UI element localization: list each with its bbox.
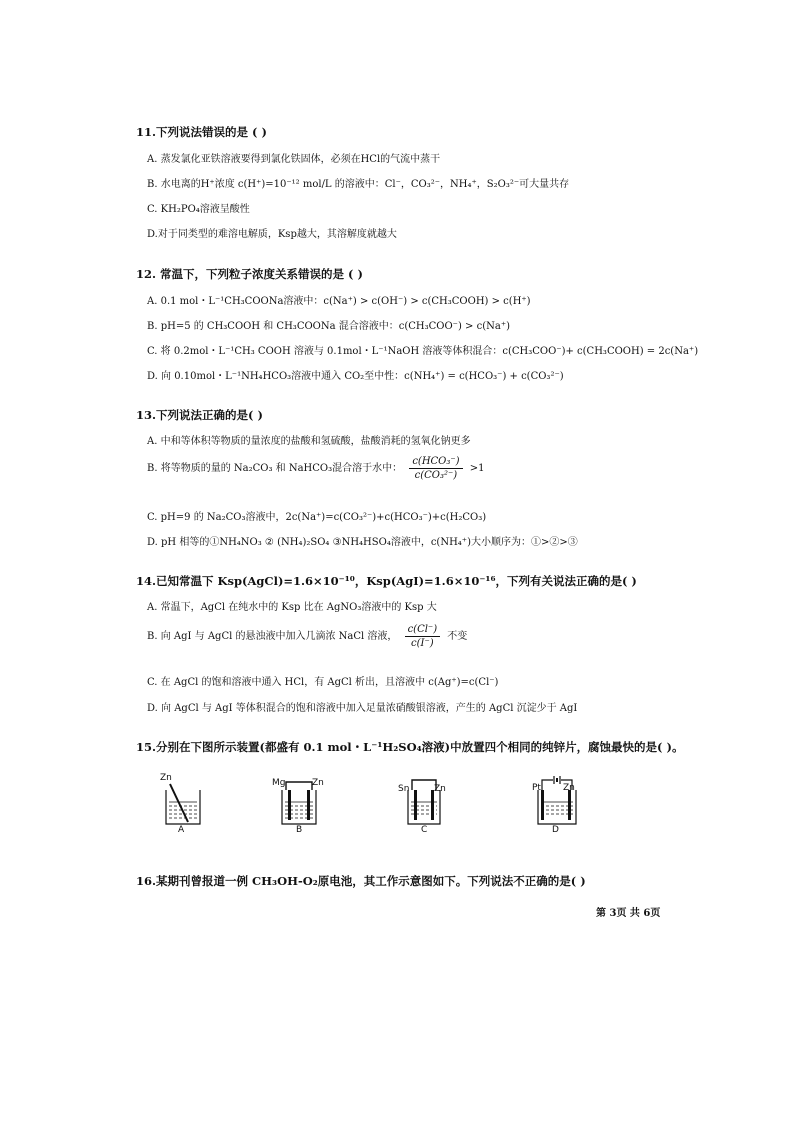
question-13-option-b-text: B. 将等物质的量的 Na₂CO₃ 和 NaHCO₃混合溶于水中： xyxy=(147,463,403,474)
question-13-stem: 13.下列说法正确的是( ) xyxy=(136,408,263,422)
question-16-stem: 16.某期刊曾报道一例 CH₃OH-O₂原电池，其工作示意图如下。下列说法不正确的是( ) xyxy=(136,874,586,888)
electrode-label: Zn xyxy=(160,773,172,783)
question-14-option-a: A. 常温下，AgCl 在纯水中的 Ksp 比在 AgNO₃溶液中的 Ksp 大 xyxy=(147,602,437,613)
apparatus-b xyxy=(272,772,332,834)
question-12-option-b: B. pH=5 的 CH₃COOH 和 CH₃COONa 混合溶液中：c(CH₃COO⁻) > c(Na⁺) xyxy=(147,321,510,332)
question-11-option-c: C. KH₂PO₄溶液呈酸性 xyxy=(147,204,250,215)
question-15-stem: 15.分别在下图所示装置(都盛有 0.1 mol・L⁻¹H₂SO₄溶液)中放置四个相同的纯锌片，腐蚀最快的是( )。 xyxy=(136,740,684,754)
question-14-option-c: C. 在 AgCl 的饱和溶液中通入 HCl，有 AgCl 析出，且溶液中 c(Ag⁺)=c(Cl⁻) xyxy=(147,677,499,688)
apparatus-a xyxy=(158,772,218,834)
fraction-numerator: c(Cl⁻) xyxy=(405,624,441,637)
question-11-option-d: D.对于同类型的难溶电解质，Ksp越大，其溶解度就越大 xyxy=(147,229,397,240)
question-11-stem: 11.下列说法错误的是 ( ) xyxy=(136,125,267,139)
question-14-option-b xyxy=(147,624,467,649)
question-13-fraction xyxy=(409,456,462,481)
question-14-option-d: D. 向 AgCl 与 AgI 等体积混合的饱和溶液中加入足量浓硝酸银溶液，产生的 AgCl 沉淀少于 AgI xyxy=(147,703,578,714)
question-14-option-b-text: B. 向 AgI 与 AgCl 的悬浊液中加入几滴浓 NaCl 溶液， xyxy=(147,631,398,642)
question-12-stem: 12. 常温下，下列粒子浓度关系错误的是 ( ) xyxy=(136,267,363,281)
electrode-label: Pt xyxy=(532,783,541,793)
apparatus-label: A xyxy=(178,825,185,835)
question-13-option-d: D. pH 相等的①NH₄NO₃ ② (NH₄)₂SO₄ ③NH₄HSO₄溶液中，c(NH₄⁺)大小顺序为：①>②>③ xyxy=(147,537,578,548)
electrode-label: Zn xyxy=(434,784,446,794)
question-13-option-b xyxy=(147,456,485,481)
apparatus-label: C xyxy=(421,825,428,835)
electrode-label: Zn xyxy=(563,783,575,793)
question-14-option-b-suffix: 不变 xyxy=(447,631,468,642)
electrode-label: Mg xyxy=(272,778,286,788)
question-11-option-b: B. 水电离的H⁺浓度 c(H⁺)=10⁻¹² mol/L 的溶液中：Cl⁻，CO₃²⁻，NH₄⁺，S₂O₃²⁻可大量共存 xyxy=(147,179,570,190)
question-12-option-a: A. 0.1 mol・L⁻¹CH₃COONa溶液中：c(Na⁺) > c(OH⁻) > c(CH₃COOH) > c(H⁺) xyxy=(147,296,531,307)
apparatus-label: B xyxy=(296,825,303,835)
apparatus-c xyxy=(396,772,456,834)
question-14-stem: 14.已知常温下 Ksp(AgCl)=1.6×10⁻¹⁰，Ksp(AgI)=1.6×10⁻¹⁶，下列有关说法正确的是( ) xyxy=(136,574,637,588)
electrode-label: Zn xyxy=(312,778,324,788)
electrode-label: Sn xyxy=(398,784,410,794)
page-number-footer: 第 3页 共 6页 xyxy=(596,908,661,919)
question-13-option-c: C. pH=9 的 Na₂CO₃溶液中，2c(Na⁺)=c(CO₃²⁻)+c(HCO₃⁻)+c(H₂CO₃) xyxy=(147,512,487,523)
question-12-option-d: D. 向 0.10mol・L⁻¹NH₄HCO₃溶液中通入 CO₂至中性：c(NH₄⁺) = c(HCO₃⁻) + c(CO₃²⁻) xyxy=(147,371,564,382)
fraction-numerator: c(HCO₃⁻) xyxy=(409,456,462,469)
apparatus-d xyxy=(530,772,590,834)
question-13-option-b-suffix: >1 xyxy=(469,463,485,474)
question-14-fraction xyxy=(405,624,441,649)
question-12-option-c: C. 将 0.2mol・L⁻¹CH₃ COOH 溶液与 0.1mol・L⁻¹NaOH 溶液等体积混合：c(CH₃COO⁻)+ c(CH₃COOH) = 2c(Na⁺) xyxy=(147,346,699,357)
apparatus-label: D xyxy=(552,825,559,835)
fraction-denominator: c(I⁻) xyxy=(411,638,434,649)
question-13-option-a: A. 中和等体积等物质的量浓度的盐酸和氢硫酸，盐酸消耗的氢氧化钠更多 xyxy=(147,436,471,447)
fraction-denominator: c(CO₃²⁻) xyxy=(414,470,458,481)
question-11-option-a: A. 蒸发氯化亚铁溶液要得到氯化铁固体，必须在HCl的气流中蒸干 xyxy=(147,154,441,165)
beaker-diagram-d xyxy=(530,772,590,834)
